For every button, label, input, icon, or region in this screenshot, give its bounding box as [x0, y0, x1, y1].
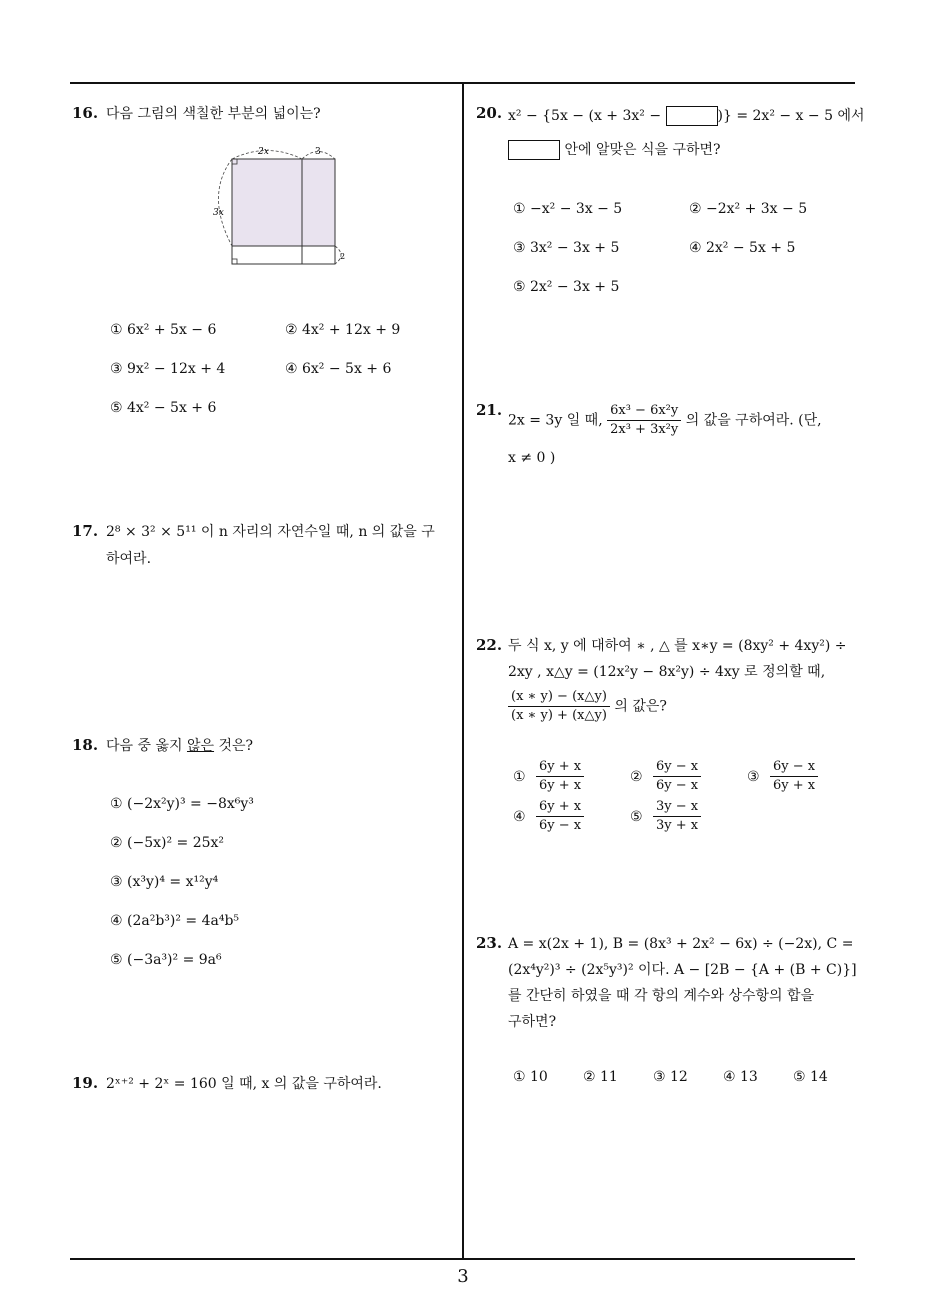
fraction-numerator: 6y − x [653, 758, 701, 777]
question-number: 18. [72, 736, 99, 754]
fraction-denominator: 6y − x [539, 818, 582, 833]
column-divider [462, 82, 464, 1259]
fraction-denominator: 2x³ + 3x²y [610, 422, 679, 437]
question-number: 20. [476, 104, 503, 122]
option-4 [513, 798, 584, 835]
question-text-b: 것은? [214, 738, 254, 754]
question-number: 17. [72, 522, 99, 540]
option-mark: ⑤ [630, 808, 643, 825]
equation-left: x² − {5x − (x + 3x² − [508, 108, 666, 124]
question-number: 19. [72, 1074, 99, 1092]
question-number: 23. [476, 934, 503, 952]
option-4: ④ 2x² − 5x + 5 [689, 240, 796, 256]
fraction-denominator: 6y + x [773, 778, 816, 793]
question-text-line1: 2⁸ × 3² × 5¹¹ 이 n 자리의 자연수일 때, n 의 값을 구 [106, 524, 435, 540]
question-text-line2: x ≠ 0 ) [508, 450, 556, 466]
question-number: 22. [476, 636, 503, 654]
question-text-line3: 를 간단히 하였을 때 각 항의 계수와 상수항의 합을 [508, 988, 815, 1004]
fraction-numerator: 6x³ − 6x²y [607, 402, 681, 421]
equation-right: )} = 2x² − x − 5 에서 [717, 108, 865, 124]
option-1: ① 6x² + 5x − 6 [110, 322, 217, 338]
question-text-line2 [508, 132, 721, 168]
fraction [508, 688, 610, 725]
fraction-numerator: 3y − x [653, 798, 701, 817]
option-5: ⑤ (−3a³)² = 9a⁶ [110, 952, 222, 968]
question-text-line3 [508, 688, 667, 725]
fraction-denominator: 3y + x [656, 818, 699, 833]
condition: 2x = 3y 일 때, [508, 412, 603, 429]
option-4: ④ 6x² − 5x + 6 [285, 361, 392, 377]
option-3 [747, 758, 818, 795]
question-text-line1 [508, 98, 865, 134]
question-text-underlined: 않은 [186, 738, 215, 754]
fraction [607, 402, 681, 439]
label-3-top: 3 [315, 147, 321, 157]
question-text-line2: 2xy , x△y = (12x²y − 8x²y) ÷ 4xy 로 정의할 때, [508, 664, 826, 680]
option-2: ② 11 [583, 1069, 618, 1085]
option-5: ⑤ 2x² − 3x + 5 [513, 279, 620, 295]
question-text-line2-text: 안에 알맞은 식을 구하면? [564, 142, 721, 158]
rectangle-figure [205, 140, 355, 270]
option-2 [630, 758, 701, 795]
option-5 [630, 798, 701, 835]
page-number: 3 [457, 1266, 469, 1287]
fraction-numerator: (x ∗ y) − (x△y) [508, 688, 610, 707]
option-mark: ① [513, 768, 526, 785]
question-text [106, 728, 253, 764]
bottom-rule [70, 1258, 855, 1260]
option-2: ② 4x² + 12x + 9 [285, 322, 401, 338]
option-1 [513, 758, 584, 795]
option-2: ② −2x² + 3x − 5 [689, 201, 808, 217]
option-mark: ③ [747, 768, 760, 785]
label-2-right: 2 [340, 252, 346, 261]
option-4: ④ 13 [723, 1069, 758, 1085]
label-2x: 2x [258, 147, 269, 157]
option-3: ③ 9x² − 12x + 4 [110, 361, 226, 377]
blank-box [508, 140, 560, 160]
question-text-line2: (2x⁴y²)³ ÷ (2x⁵y³)² 이다. A − [2B − {A + (B + C)}] [508, 962, 857, 978]
option-fraction [653, 758, 701, 795]
blank-box [666, 106, 718, 126]
option-fraction [653, 798, 701, 835]
option-3: ③ 12 [653, 1069, 688, 1085]
question-tail: 의 값은? [614, 698, 667, 715]
question-text-line4: 구하면? [508, 1014, 557, 1030]
fraction-numerator: 6y + x [536, 798, 584, 817]
option-fraction [770, 758, 818, 795]
question-tail: 의 값을 구하여라. (단, [685, 412, 822, 429]
fraction-numerator: 6y − x [770, 758, 818, 777]
option-3: ③ (x³y)⁴ = x¹²y⁴ [110, 874, 219, 890]
question-number: 21. [476, 401, 503, 419]
option-2: ② (−5x)² = 25x² [110, 835, 225, 851]
option-mark: ② [630, 768, 643, 785]
question-text-a: 다음 중 옳지 [106, 738, 187, 754]
question-text-line2: 하여라. [106, 551, 152, 567]
label-3x: 3x [213, 208, 224, 218]
option-3: ③ 3x² − 3x + 5 [513, 240, 620, 256]
option-fraction [536, 758, 584, 795]
option-5: ⑤ 4x² − 5x + 6 [110, 400, 217, 416]
option-1: ① −x² − 3x − 5 [513, 201, 623, 217]
question-text: 다음 그림의 색칠한 부분의 넓이는? [106, 106, 321, 122]
fraction-denominator: 6y + x [539, 778, 582, 793]
option-fraction [536, 798, 584, 835]
option-mark: ④ [513, 808, 526, 825]
question-text-line1 [508, 402, 822, 439]
fraction-denominator: 6y − x [656, 778, 699, 793]
fraction-numerator: 6y + x [536, 758, 584, 777]
question-number: 16. [72, 104, 99, 122]
fraction-denominator: (x ∗ y) + (x△y) [511, 708, 607, 723]
question-text-line1: A = x(2x + 1), B = (8x³ + 2x² − 6x) ÷ (−2x), C = [508, 936, 854, 952]
option-5: ⑤ 14 [793, 1069, 828, 1085]
option-1: ① (−2x²y)³ = −8x⁶y³ [110, 796, 254, 812]
option-4: ④ (2a²b³)² = 4a⁴b⁵ [110, 913, 240, 929]
question-text-line1: 두 식 x, y 에 대하여 ∗ , △ 를 x∗y = (8xy² + 4xy²) ÷ [508, 638, 847, 654]
question-text: 2ˣ⁺² + 2ˣ = 160 일 때, x 의 값을 구하여라. [106, 1076, 382, 1092]
option-1: ① 10 [513, 1069, 548, 1085]
